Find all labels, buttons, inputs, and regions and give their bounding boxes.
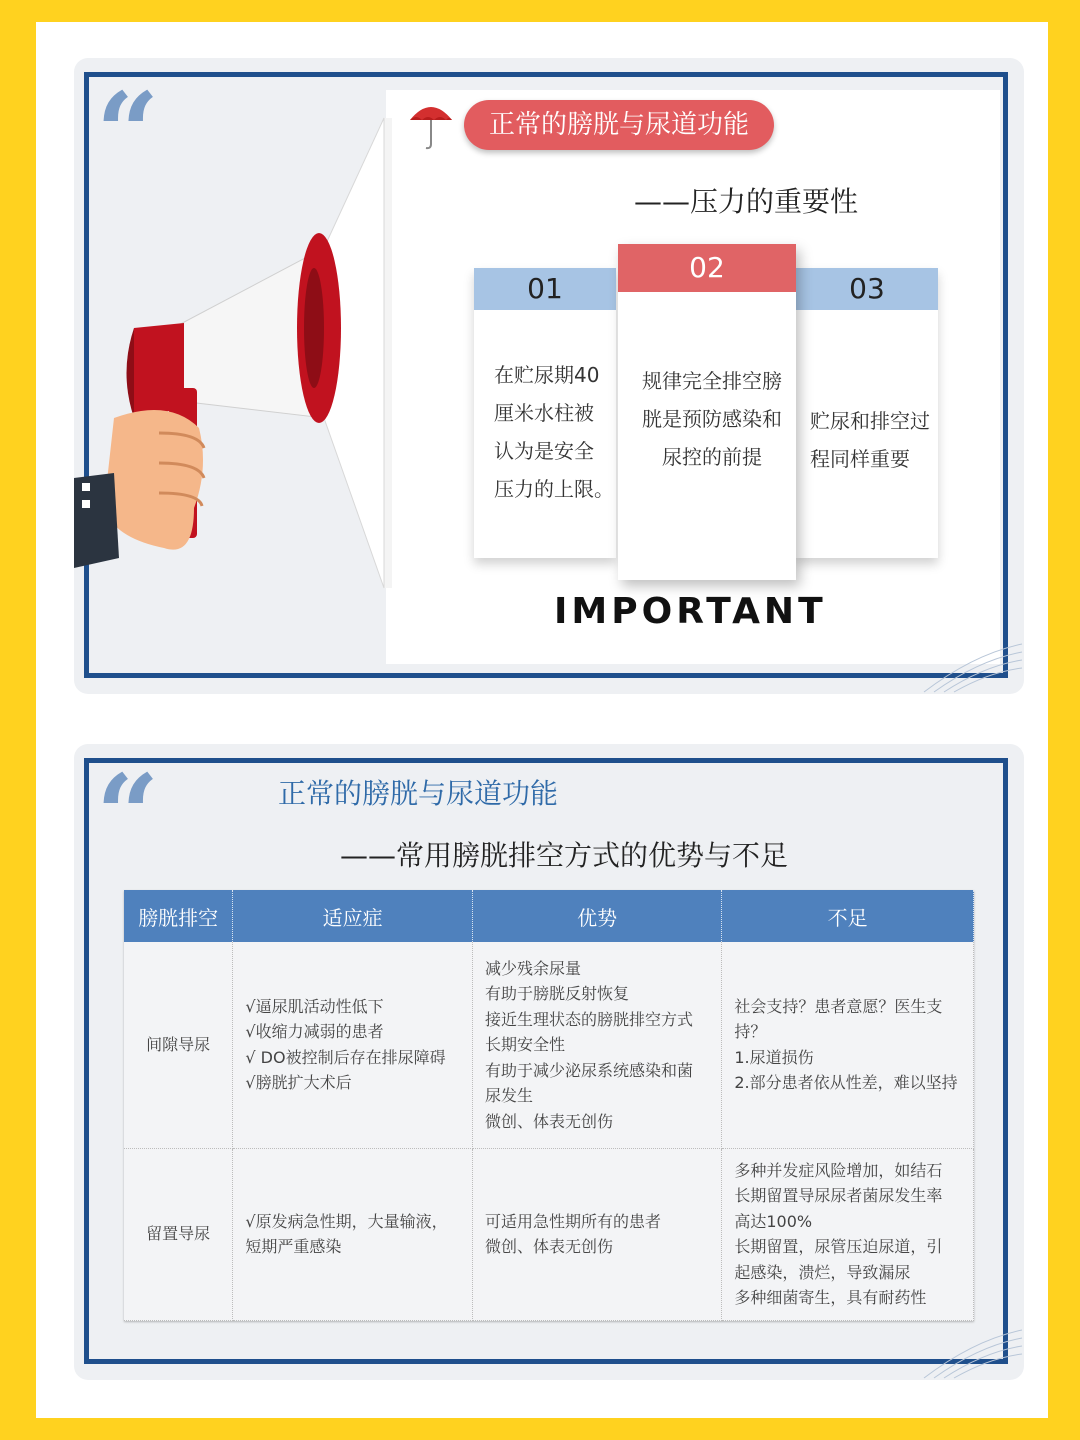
point-text: 规律完全排空膀 胱是预防感染和 尿控的前提	[642, 369, 782, 469]
megaphone-illustration	[74, 88, 404, 608]
advantages-cell: 减少残余尿量 有助于膀胱反射恢复 接近生理状态的膀胱排空方式 长期安全性 有助于减少泌尿系统感染和菌 尿发生 微创、体表无创伤	[472, 942, 721, 1148]
table-row	[124, 942, 974, 1148]
method-name: 间隙导尿	[124, 942, 233, 1148]
umbrella-icon	[408, 98, 454, 150]
header-cell: 优势	[472, 890, 721, 942]
point-card-03	[796, 268, 938, 558]
slide-title: 正常的膀胱与尿道功能	[278, 777, 559, 810]
point-text: 在贮尿期40 厘米水柱被 认为是安全 压力的上限。	[494, 363, 614, 501]
slide-pressure-importance	[74, 58, 1024, 694]
table-header-row	[124, 890, 974, 942]
slide-subtitle: ——常用膀胱排空方式的优势与不足	[340, 839, 789, 872]
decorative-swirl	[914, 634, 1024, 694]
disadvantages-cell: 社会支持？患者意愿？医生支 持？ 1.尿道损伤 2.部分患者依从性差，难以坚持	[722, 942, 974, 1148]
decorative-swirl	[914, 1320, 1024, 1380]
quote-icon: “	[96, 68, 160, 197]
slide-title: 正常的膀胱与尿道功能	[464, 100, 774, 150]
point-card-02	[618, 244, 796, 580]
point-number: 02	[618, 244, 796, 292]
point-text: 贮尿和排空过 程同样重要	[810, 409, 930, 471]
advantages-cell: 可适用急性期所有的患者 微创、体表无创伤	[472, 1148, 721, 1320]
comparison-table	[124, 890, 974, 1321]
point-number: 03	[796, 268, 938, 310]
header-cell: 不足	[722, 890, 974, 942]
quote-icon: “	[96, 750, 160, 879]
indications-cell: √原发病急性期，大量输液， 短期严重感染	[233, 1148, 473, 1320]
header-cell: 膀胱排空	[124, 890, 233, 942]
slide-subtitle: ——压力的重要性	[634, 185, 859, 218]
important-watermark: IMPORTANT	[554, 591, 827, 632]
point-number: 01	[474, 268, 616, 310]
point-card-01	[474, 268, 616, 558]
indications-cell: √逼尿肌活动性低下 √收缩力减弱的患者 √ DO被控制后存在排尿障碍 √膀胱扩大术后	[233, 942, 473, 1148]
table-row	[124, 1148, 974, 1320]
method-name: 留置导尿	[124, 1148, 233, 1320]
header-cell: 适应症	[233, 890, 473, 942]
slide-emptying-methods	[74, 744, 1024, 1380]
disadvantages-cell: 多种并发症风险增加，如结石 长期留置导尿尿者菌尿发生率 高达100% 长期留置，尿管压迫尿道，引 起感染，溃烂，导致漏尿 多种细菌寄生，具有耐药性	[722, 1148, 974, 1320]
